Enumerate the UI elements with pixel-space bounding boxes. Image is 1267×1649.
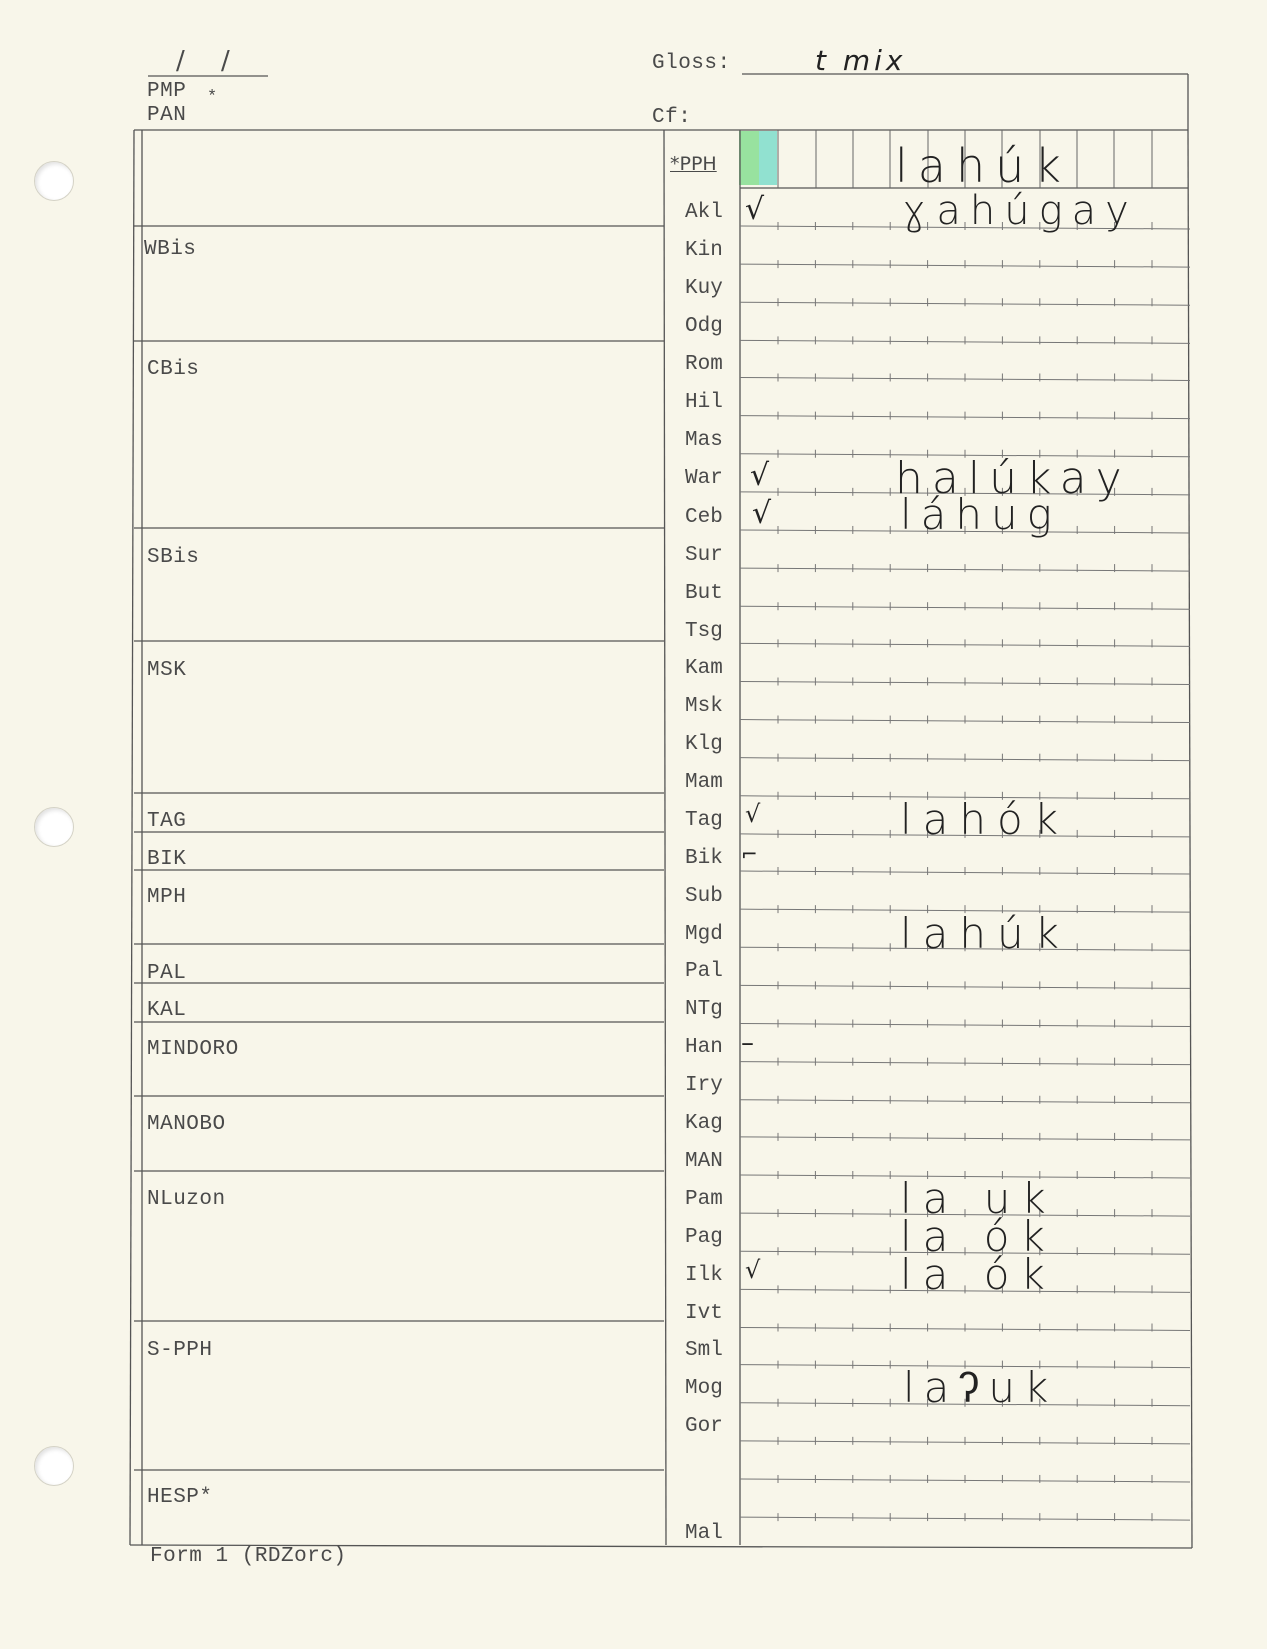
group-pal: PAL (147, 962, 187, 985)
lang-ceb: Ceb (685, 506, 723, 529)
mark-bik: ⌐ (741, 842, 758, 866)
lang-man: MAN (685, 1150, 723, 1173)
lang-gor: Gor (685, 1415, 723, 1438)
pph-label: *PPH (670, 153, 717, 175)
group-tag: TAG (147, 810, 187, 833)
lang-pal: Pal (685, 960, 723, 983)
lang-mgd: Mgd (685, 923, 723, 946)
group-cbis: CBis (147, 358, 200, 381)
gloss-value: t mix (815, 44, 907, 77)
entry-akl: ɣahúgay (900, 188, 1138, 234)
lang-war: War (685, 467, 723, 490)
gloss-label: Gloss: (652, 52, 731, 75)
lang-ivt: Ivt (685, 1302, 723, 1325)
entry-mgd: lahúk (900, 909, 1070, 958)
lang-rom: Rom (685, 353, 723, 376)
check-ilk: √ (745, 1256, 761, 1284)
lang-klg: Klg (685, 733, 723, 756)
entry-pag: la ók (900, 1212, 1056, 1261)
lang-pam: Pam (685, 1188, 723, 1211)
lang-kin: Kin (685, 239, 723, 262)
pmp-star: * (207, 88, 218, 107)
group-kal: KAL (147, 999, 187, 1022)
pmp-label: PMP (147, 80, 187, 103)
lang-ntg: NTg (685, 998, 723, 1021)
check-akl: √ (745, 192, 765, 227)
lang-but: But (685, 582, 723, 605)
lang-mog: Mog (685, 1377, 723, 1400)
date-slashes: / / (176, 46, 244, 76)
lang-odg: Odg (685, 315, 723, 338)
group-hesp: HESP* (147, 1486, 213, 1509)
lang-mam: Mam (685, 771, 723, 794)
lang-tag: Tag (685, 809, 723, 832)
cf-label: Cf: (652, 106, 692, 129)
group-manobo: MANOBO (147, 1113, 226, 1136)
lang-tsg: Tsg (685, 620, 723, 643)
lang-pag: Pag (685, 1226, 723, 1249)
lang-kam: Kam (685, 657, 723, 680)
entry-ceb: láhug (900, 490, 1061, 539)
group-mph: MPH (147, 886, 187, 909)
lang-kuy: Kuy (685, 277, 723, 300)
entry-ilk: la ók (900, 1250, 1056, 1299)
lang-mal: Mal (685, 1522, 723, 1545)
lang-bik: Bik (685, 847, 723, 870)
lang-mas: Mas (685, 429, 723, 452)
mark-han: – (741, 1028, 754, 1058)
entry-tag: lahók (900, 795, 1070, 844)
entry-mog: laʔuk (903, 1363, 1058, 1412)
lang-sml: Sml (685, 1339, 723, 1362)
group-sbis: SBis (147, 546, 200, 569)
lang-akl: Akl (685, 201, 723, 224)
group-mindoro: MINDORO (147, 1038, 239, 1061)
form-footer: Form 1 (RDZorc) (150, 1545, 347, 1568)
group-msk: MSK (147, 659, 187, 682)
lang-msk: Msk (685, 695, 723, 718)
entry-war: halúkay (895, 453, 1131, 504)
group-nluzon: NLuzon (147, 1188, 226, 1211)
group-bik: BIK (147, 848, 187, 871)
lang-sub: Sub (685, 885, 723, 908)
lang-hil: Hil (685, 391, 723, 414)
check-ceb: √ (752, 496, 772, 531)
lang-iry: Iry (685, 1074, 723, 1097)
group-s-pph: S-PPH (147, 1339, 213, 1362)
check-tag: √ (745, 800, 761, 828)
pan-label: PAN (147, 104, 187, 127)
entry-pam: la uk (900, 1174, 1057, 1223)
lang-sur: Sur (685, 544, 723, 567)
group-wbis: WBis (144, 238, 197, 261)
lang-ilk: Ilk (685, 1264, 723, 1287)
lang-kag: Kag (685, 1112, 723, 1135)
entry-pph: lahúk (895, 139, 1071, 193)
lang-han: Han (685, 1036, 723, 1059)
check-war: √ (750, 458, 770, 493)
